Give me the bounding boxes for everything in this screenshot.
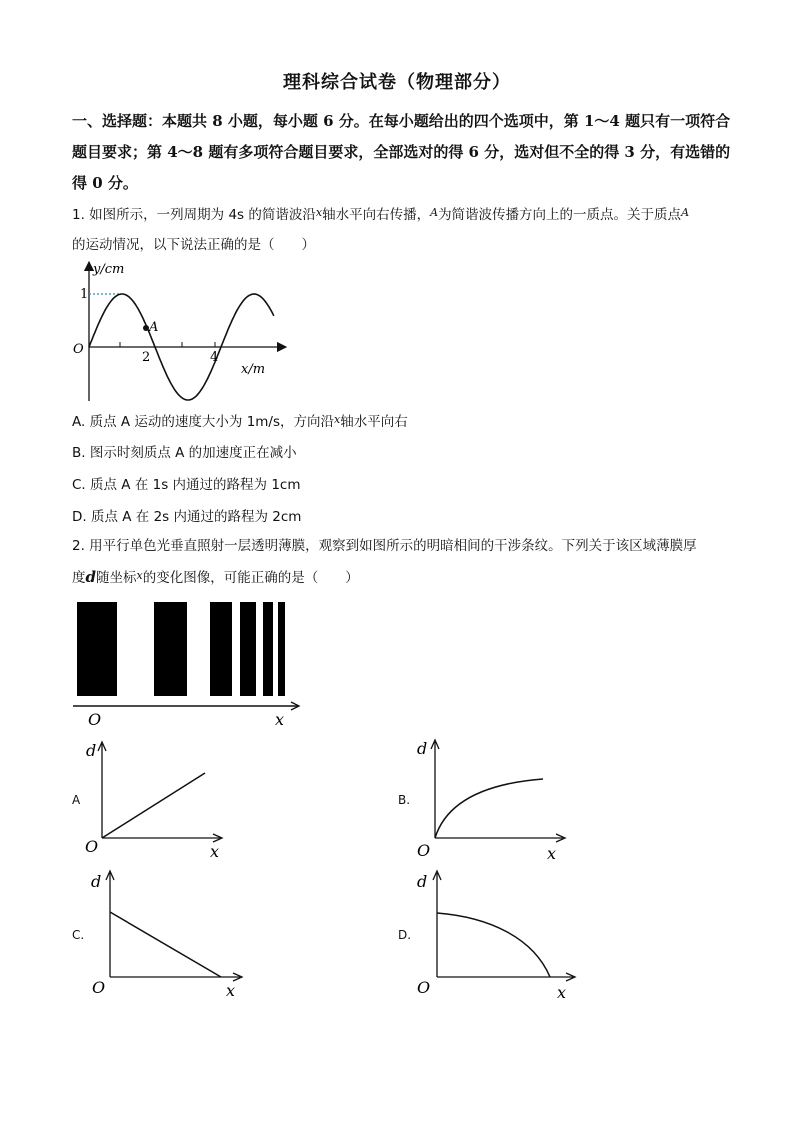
q2-line2-pre: 度: [72, 570, 86, 586]
question-1-text: [72, 198, 732, 260]
interference-fringes: [70, 598, 310, 733]
choice-c-x-label: x: [226, 981, 236, 999]
section-header: 一、选择题：本题共 8 小题，每小题 6 分。在每小题给出的四个选项中，第 1～4 题只有一项符合题目要求；第 4～8 题有多项符合题目要求，全部选对的得 6 分，选对但不全的得 3 分，有选错的得 0 分。: [72, 112, 731, 192]
choice-a-d-label: d: [86, 741, 97, 760]
choice-d-label: D.: [398, 928, 412, 942]
q1-part3: 为简谐波传播方向上的一质点。关于质点: [438, 207, 682, 223]
q2-line1: 2. 用平行单色光垂直照射一层透明薄膜，观察到如图所示的明暗相间的干涉条纹。下列关于该区域薄膜厚: [72, 538, 697, 554]
q2-var-d: d: [85, 568, 96, 586]
choice-b-origin: O: [417, 841, 431, 860]
choice-a-label: A: [72, 793, 81, 807]
page-title: 理科综合试卷（物理部分）: [283, 72, 511, 93]
wave-x-tick-4: 4: [210, 350, 219, 365]
fringe-origin: O: [88, 710, 102, 729]
choice-a-origin: O: [85, 837, 99, 856]
q1-option-a: A. 质点 A 运动的速度大小为 1m/s，方向沿$^x$轴水平向右: [72, 413, 408, 430]
choice-c-origin: O: [92, 978, 106, 997]
q2-line2-post: 的变化图像，可能正确的是（ ）: [142, 570, 359, 586]
fringe-dark-band-5: [263, 602, 273, 696]
choice-a-graph: [80, 738, 230, 863]
choice-b-curve: [435, 779, 543, 838]
wave-x-tick-2: 2: [142, 350, 151, 365]
q2-line2-mid: 随坐标: [96, 570, 137, 586]
choice-d-d-label: d: [417, 872, 428, 891]
fringe-dark-band-4: [240, 602, 256, 696]
q1-option-a-var: x: [334, 413, 341, 426]
choice-d-origin: O: [417, 978, 431, 997]
q1-option-d: D. 质点 A 在 2s 内通过的路程为 2cm: [72, 509, 302, 525]
point-a-label: A: [149, 320, 159, 335]
choice-b-graph: [413, 736, 573, 863]
q1-option-c: C. 质点 A 在 1s 内通过的路程为 1cm: [72, 477, 301, 493]
choice-c-d-label: d: [91, 872, 102, 891]
choice-c-graph: [86, 867, 246, 999]
choice-d-graph: [413, 867, 583, 1003]
choice-a-x-label: x: [210, 842, 220, 861]
fringe-dark-band-2: [154, 602, 187, 696]
q1-var-x: x: [315, 206, 323, 219]
q1-part1: 1. 如图所示，一列周期为 4s 的简谐波沿: [72, 207, 316, 223]
choice-d-x-label: x: [557, 983, 567, 1002]
choice-c-label: C.: [72, 928, 85, 942]
choice-d-curve: [437, 913, 550, 977]
choice-a-curve: [102, 773, 205, 838]
wave-graph: [60, 256, 290, 406]
choice-b-d-label: d: [417, 739, 428, 758]
q1-var-a2: A: [681, 206, 690, 219]
q1-line2: 的运动情况，以下说法正确的是（ ）: [72, 237, 315, 253]
q1-option-b: B. 图示时刻质点 A 的加速度正在减小: [72, 445, 297, 461]
fringe-dark-band-1: [77, 602, 117, 696]
q1-part2: 轴水平向右传播，: [322, 207, 431, 223]
fringe-x-label: x: [275, 710, 285, 729]
wave-xlabel: x/m: [241, 362, 266, 377]
wave-y-tick: 1: [80, 287, 89, 302]
q1-var-a: A: [430, 206, 439, 219]
choice-b-x-label: x: [547, 844, 557, 863]
q2-var-x: x: [136, 569, 143, 582]
wave-ylabel: y/cm: [93, 262, 125, 277]
fringe-dark-band-3: [210, 602, 232, 696]
question-2-text: [72, 531, 742, 593]
choice-b-label: B.: [398, 793, 411, 807]
wave-origin: O: [73, 342, 84, 357]
fringe-dark-band-6: [278, 602, 285, 696]
choice-c-curve: [110, 912, 221, 977]
